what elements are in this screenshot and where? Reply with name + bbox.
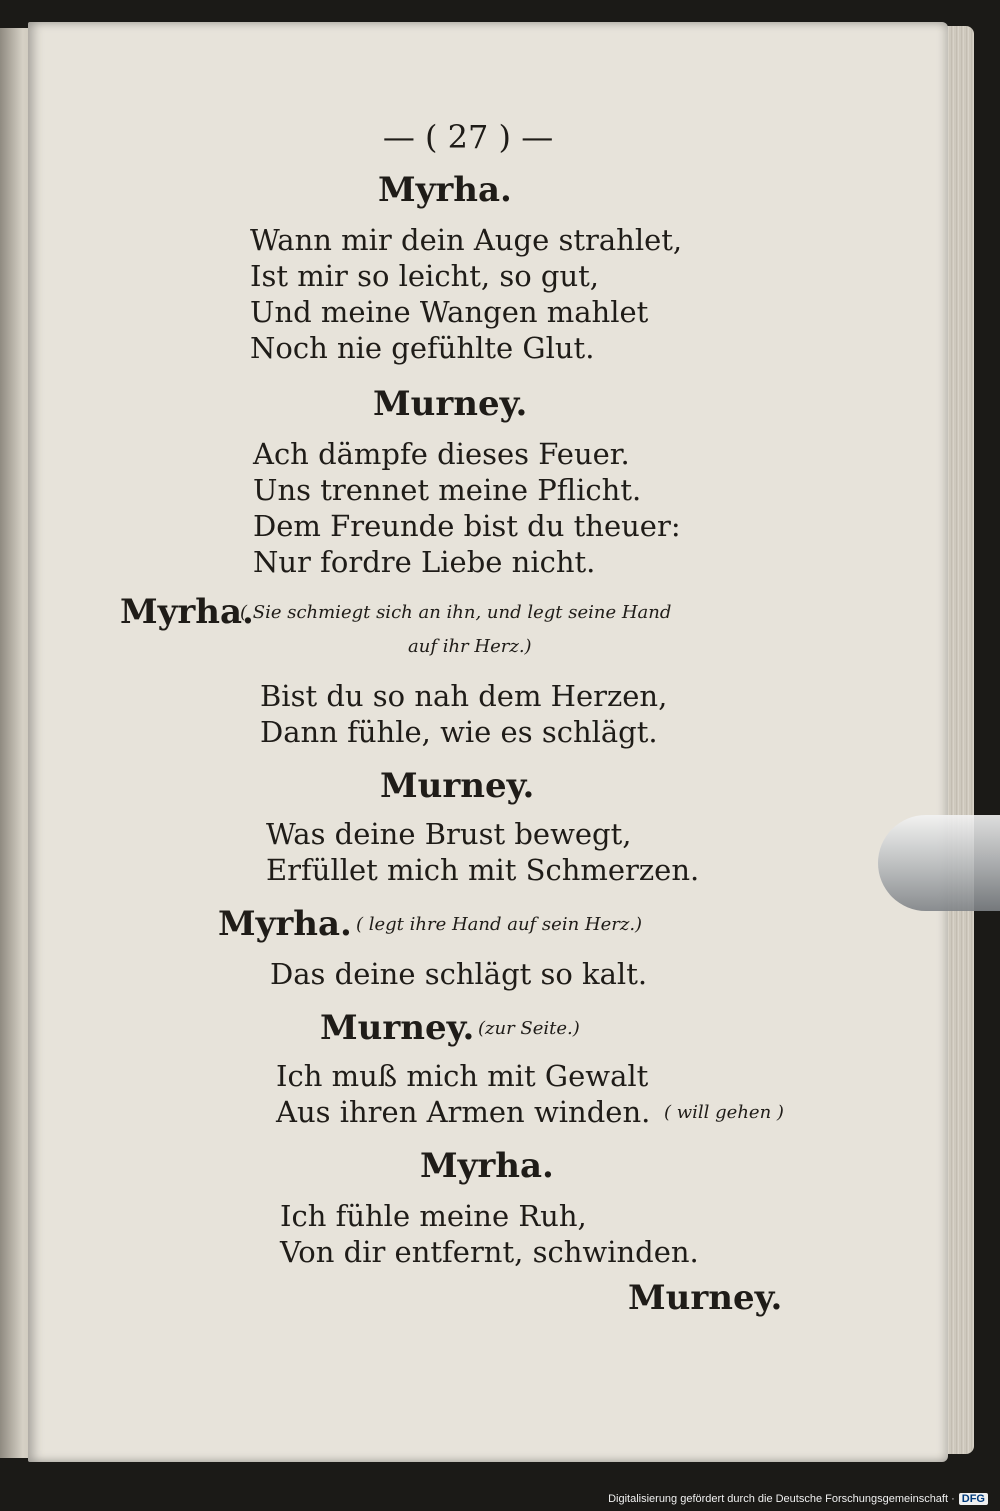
- verse-line: Nur fordre Liebe nicht.: [253, 545, 596, 579]
- verse-line: Ach dämpfe dieses Feuer.: [253, 437, 630, 471]
- verse-line: Das deine schlägt so kalt.: [270, 957, 648, 991]
- verse-line: Ich muß mich mit Gewalt: [276, 1059, 649, 1093]
- stage-direction: (zur Seite.): [478, 1018, 580, 1039]
- verse-line: Ist mir so leicht, so gut,: [250, 259, 600, 293]
- verse-line: Noch nie gefühlte Glut.: [250, 331, 595, 365]
- page-number: — ( 27 ) —: [382, 118, 554, 156]
- stage-direction: ( Sie schmiegt sich an ihn, und legt seine Hand: [240, 602, 672, 623]
- verse-line: Dem Freunde bist du theuer:: [253, 509, 681, 543]
- verse-line: Und meine Wangen mahlet: [250, 295, 649, 329]
- speaker-murney-2: Murney.: [380, 766, 535, 806]
- speaker-myrha-3: Myrha.: [218, 904, 352, 944]
- thumb-clip: [878, 815, 1000, 911]
- stage-direction: ( will gehen ): [664, 1102, 784, 1123]
- verse-line: Bist du so nah dem Herzen,: [260, 679, 668, 713]
- verse-line: Dann fühle, wie es schlägt.: [260, 715, 658, 749]
- verse-line: Wann mir dein Auge strahlet,: [250, 223, 683, 257]
- speaker-myrha-4: Myrha.: [420, 1146, 554, 1186]
- digitization-credit: [608, 1493, 988, 1505]
- speaker-myrha-1: Myrha.: [378, 170, 512, 210]
- stage-direction: auf ihr Herz.): [408, 636, 532, 657]
- stage-direction: ( legt ihre Hand auf sein Herz.): [356, 914, 643, 935]
- credit-text: Digitalisierung gefördert durch die Deutsche Forschungsgemeinschaft ·: [608, 1493, 955, 1505]
- speaker-murney-1: Murney.: [373, 384, 528, 424]
- speaker-myrha-2: Myrha.: [120, 592, 254, 632]
- verse-line: Was deine Brust bewegt,: [266, 817, 632, 851]
- verse-line: Erfüllet mich mit Schmerzen.: [266, 853, 700, 887]
- book-page: [28, 22, 948, 1462]
- verse-line: Uns trennet meine Pflicht.: [253, 473, 642, 507]
- dfg-logo: DFG: [959, 1493, 988, 1505]
- catchword: Murney.: [628, 1278, 783, 1318]
- speaker-murney-3: Murney.: [320, 1008, 475, 1048]
- verse-line: Aus ihren Armen winden.: [276, 1095, 651, 1129]
- verse-line: Von dir entfernt, schwinden.: [280, 1235, 699, 1269]
- verse-line: Ich fühle meine Ruh,: [280, 1199, 587, 1233]
